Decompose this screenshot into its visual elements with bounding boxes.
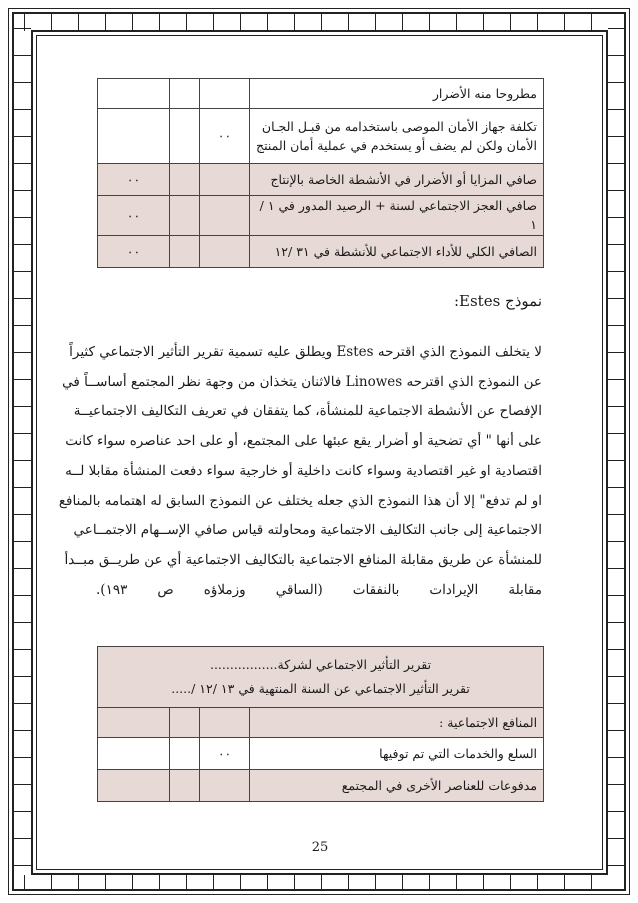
border-tick bbox=[483, 875, 484, 891]
border-tick bbox=[12, 136, 31, 137]
paragraph-line: او لم تدفع" إلا أن هذا النموذج الذي جعله يختلف عن النموذج السابق له اهتمامه بالمنافع bbox=[58, 492, 542, 509]
border-tick bbox=[12, 433, 31, 434]
border-tick bbox=[12, 568, 31, 569]
row-description: صافي المزايا أو الأضرار في الأنشطة الخاصة بالإنتاج bbox=[250, 164, 544, 196]
border-tick bbox=[105, 12, 106, 31]
paragraph-line: اقتصادية او غير اقتصادية وسواء كانت داخلية أو خارجية سواء دفعت المنشأة مقابلا لــه bbox=[65, 462, 542, 479]
table-row bbox=[98, 196, 544, 236]
border-tick bbox=[132, 12, 133, 31]
paragraph-line: لا يتخلف النموذج الذي اقترحه Estes ويطلق عليه تسمية تقرير التأثير الاجتماعي كثيراً bbox=[69, 344, 542, 360]
border-tick bbox=[132, 875, 133, 891]
border-tick bbox=[12, 811, 31, 812]
value-cell: ٠٠ bbox=[200, 738, 250, 770]
row-description: صافي العجز الاجتماعي لسنة + الرصيد المدور في ١ / ١ bbox=[250, 196, 544, 236]
border-tick bbox=[608, 109, 626, 110]
paragraph-line: على أنها " أي تضحية أو أضرار يقع عبئها على المجتمع، أو على احد عناصره سواء كانت bbox=[65, 433, 542, 450]
value-cell bbox=[200, 196, 250, 236]
border-tick bbox=[608, 460, 626, 461]
value-cell: ٠٠ bbox=[98, 235, 170, 267]
border-tick bbox=[105, 875, 106, 891]
value-cell: ٠٠ bbox=[98, 164, 170, 196]
border-tick bbox=[321, 875, 322, 891]
border-tick bbox=[483, 12, 484, 31]
border-tick bbox=[12, 865, 31, 866]
value-cell bbox=[200, 235, 250, 267]
border-tick bbox=[348, 875, 349, 891]
border-tick bbox=[240, 12, 241, 31]
social-cost-table bbox=[97, 78, 544, 268]
border-tick bbox=[12, 55, 31, 56]
border-tick bbox=[608, 325, 626, 326]
value-cell bbox=[170, 235, 200, 267]
border-tick bbox=[429, 12, 430, 31]
border-tick bbox=[12, 730, 31, 731]
value-cell: ٠٠ bbox=[200, 109, 250, 164]
row-description: السلع والخدمات التي تم توفيها bbox=[250, 738, 544, 770]
value-cell bbox=[170, 708, 200, 738]
border-tick bbox=[159, 875, 160, 891]
border-tick bbox=[564, 12, 565, 31]
border-tick bbox=[12, 190, 31, 191]
value-cell bbox=[200, 79, 250, 109]
border-tick bbox=[608, 352, 626, 353]
border-tick bbox=[294, 12, 295, 31]
border-tick bbox=[375, 12, 376, 31]
border-tick bbox=[608, 649, 626, 650]
paragraph-line: للمنشأة عن طريق مقابلة المنافع الاجتماعية بالتكاليف الاجتماعية أي عن طريــق مبــدأ bbox=[64, 551, 542, 568]
border-tick bbox=[608, 676, 626, 677]
border-tick bbox=[608, 190, 626, 191]
border-tick bbox=[12, 784, 31, 785]
border-tick bbox=[402, 12, 403, 31]
value-cell bbox=[98, 708, 170, 738]
row-description: تكلفة جهاز الأمان الموصى باستخدامه من قبـل الجـان الأمان ولكن لم يضف أو يستخدم في عملية أمان المنتج bbox=[250, 109, 544, 164]
border-tick bbox=[159, 12, 160, 31]
border-tick bbox=[12, 649, 31, 650]
border-tick bbox=[321, 12, 322, 31]
border-tick bbox=[429, 875, 430, 891]
border-tick bbox=[348, 12, 349, 31]
border-tick bbox=[12, 460, 31, 461]
table-row bbox=[98, 235, 544, 267]
table-row bbox=[98, 738, 544, 770]
border-tick bbox=[12, 595, 31, 596]
border-tick bbox=[12, 298, 31, 299]
border-tick bbox=[608, 55, 626, 56]
value-cell bbox=[98, 79, 170, 109]
table-row bbox=[98, 109, 544, 164]
value-cell bbox=[170, 738, 200, 770]
paragraph-line: مقابلة الإيرادات بالنفقات (الساقي وزملاؤه ص ١٩٣). bbox=[96, 581, 542, 598]
border-tick bbox=[12, 217, 31, 218]
border-tick bbox=[608, 730, 626, 731]
border-tick bbox=[186, 12, 187, 31]
border-tick bbox=[608, 541, 626, 542]
border-tick bbox=[608, 217, 626, 218]
border-tick bbox=[608, 271, 626, 272]
value-cell bbox=[200, 708, 250, 738]
report-subtitle: تقرير التأثير الاجتماعي عن السنة المنتهية في ١٣ /١٢ /..... bbox=[171, 681, 470, 696]
border-tick bbox=[294, 875, 295, 891]
border-tick bbox=[12, 838, 31, 839]
row-description: مدفوعات للعناصر الأخرى في المجتمع bbox=[250, 770, 544, 802]
border-tick bbox=[456, 875, 457, 891]
border-tick bbox=[12, 757, 31, 758]
value-cell bbox=[170, 109, 200, 164]
border-tick bbox=[510, 875, 511, 891]
border-tick bbox=[591, 12, 592, 31]
table-row bbox=[98, 708, 544, 738]
border-tick bbox=[12, 244, 31, 245]
border-tick bbox=[608, 244, 626, 245]
paragraph-line: الاجتماعية إلى جانب التكاليف الاجتماعية ومحاولته قياس صافي الإســهام الاجتمــاعي bbox=[73, 522, 542, 539]
border-tick bbox=[24, 875, 25, 891]
border-tick bbox=[608, 298, 626, 299]
table-row bbox=[98, 79, 544, 109]
border-tick bbox=[78, 875, 79, 891]
border-tick bbox=[12, 163, 31, 164]
border-tick bbox=[186, 875, 187, 891]
border-tick bbox=[608, 433, 626, 434]
border-tick bbox=[591, 875, 592, 891]
value-cell bbox=[98, 109, 170, 164]
border-tick bbox=[608, 163, 626, 164]
page-number: 25 bbox=[311, 840, 329, 855]
border-tick bbox=[12, 541, 31, 542]
value-cell bbox=[98, 738, 170, 770]
border-tick bbox=[213, 875, 214, 891]
border-tick bbox=[12, 487, 31, 488]
value-cell bbox=[170, 770, 200, 802]
row-description: المنافع الاجتماعية : bbox=[250, 708, 544, 738]
border-tick bbox=[213, 12, 214, 31]
value-cell bbox=[170, 196, 200, 236]
border-tick bbox=[267, 875, 268, 891]
border-tick bbox=[608, 865, 626, 866]
border-tick bbox=[608, 82, 626, 83]
value-cell bbox=[170, 79, 200, 109]
value-cell: ٠٠ bbox=[98, 196, 170, 236]
border-tick bbox=[240, 875, 241, 891]
border-tick bbox=[375, 875, 376, 891]
border-tick bbox=[608, 838, 626, 839]
border-tick bbox=[12, 325, 31, 326]
value-cell bbox=[98, 770, 170, 802]
border-tick bbox=[537, 12, 538, 31]
section-heading: نموذج Estes: bbox=[453, 292, 542, 310]
border-tick bbox=[608, 406, 626, 407]
value-cell bbox=[170, 164, 200, 196]
border-tick bbox=[78, 12, 79, 31]
table-row bbox=[98, 770, 544, 802]
border-tick bbox=[402, 875, 403, 891]
border-tick bbox=[608, 757, 626, 758]
value-cell bbox=[200, 164, 250, 196]
border-tick bbox=[608, 595, 626, 596]
border-tick bbox=[12, 406, 31, 407]
report-header-row bbox=[98, 647, 544, 708]
body-paragraph bbox=[58, 338, 542, 605]
border-tick bbox=[12, 514, 31, 515]
border-tick bbox=[608, 568, 626, 569]
border-tick bbox=[608, 514, 626, 515]
border-tick bbox=[12, 109, 31, 110]
border-tick bbox=[608, 622, 626, 623]
border-tick bbox=[608, 379, 626, 380]
paragraph-line: الإفصاح عن الأنشطة الاجتماعية للمنشأة، كما يتفقان في تعريف التكاليف الاجتماعيــة bbox=[73, 403, 542, 420]
report-title: تقرير التأثير الاجتماعي لشركة................. bbox=[209, 657, 432, 673]
border-tick bbox=[608, 784, 626, 785]
border-tick bbox=[12, 379, 31, 380]
border-tick bbox=[510, 12, 511, 31]
row-description: الصافي الكلي للأداء الاجتماعي للأنشطة في ٣١ /١٢ bbox=[250, 235, 544, 267]
border-tick bbox=[51, 12, 52, 31]
border-tick bbox=[564, 875, 565, 891]
border-tick bbox=[12, 271, 31, 272]
border-tick bbox=[608, 487, 626, 488]
border-tick bbox=[12, 352, 31, 353]
paragraph-line: عن النموذج الذي اقترحه Linowes فالاثنان يتخذان من وجهة نظر المجتمع أساســاً في bbox=[62, 373, 542, 390]
border-tick bbox=[537, 875, 538, 891]
row-description: مطروحا منه الأضرار bbox=[250, 79, 544, 109]
table-row bbox=[98, 164, 544, 196]
border-tick bbox=[608, 811, 626, 812]
border-tick bbox=[12, 28, 31, 29]
border-tick bbox=[12, 676, 31, 677]
border-tick bbox=[51, 875, 52, 891]
border-tick bbox=[608, 136, 626, 137]
border-tick bbox=[267, 12, 268, 31]
border-tick bbox=[12, 703, 31, 704]
border-tick bbox=[12, 622, 31, 623]
social-impact-report-table bbox=[97, 646, 544, 802]
value-cell bbox=[200, 770, 250, 802]
border-tick bbox=[456, 12, 457, 31]
border-tick bbox=[12, 82, 31, 83]
border-tick bbox=[608, 703, 626, 704]
border-tick bbox=[608, 28, 626, 29]
